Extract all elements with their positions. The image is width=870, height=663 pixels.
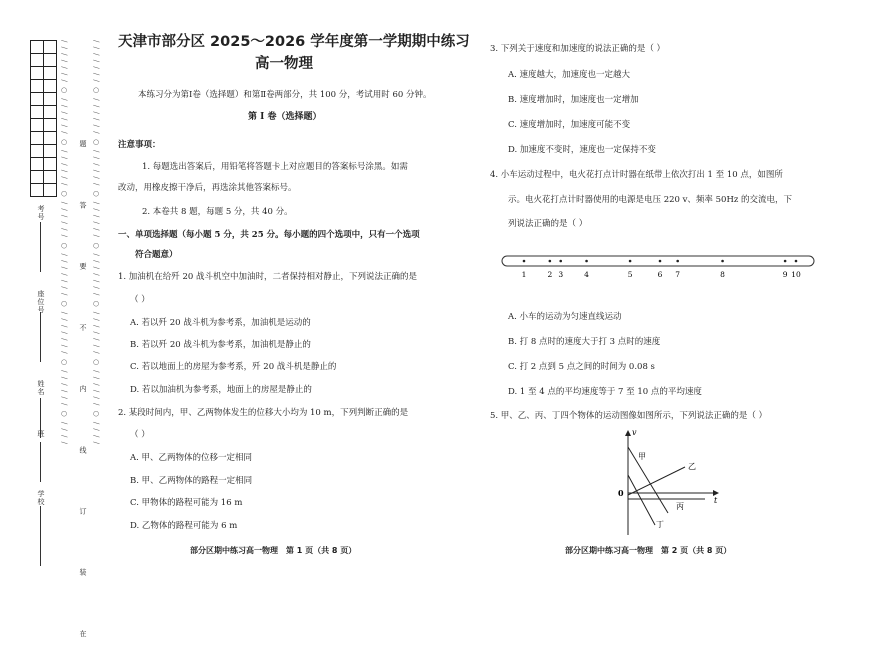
tape-dot-10 — [795, 260, 798, 263]
binding-line-inner: / / / / / / / ○ / / / / / / ○ / / / / / / ○ / / / / / / ○ / / / / / / / ○ / / / / / / / ○ / / / / / / ○ / / / / — [92, 40, 100, 445]
tape-dot-5 — [629, 260, 632, 263]
tape-label-5: 5 — [627, 270, 633, 279]
q1-blank: （ ） — [130, 295, 150, 305]
q4-option-b: B. 打 8 点时的速度大于打 3 点时的速度 — [508, 337, 661, 347]
part-1-heading-line-2: 符合题意） — [135, 250, 178, 260]
exam-number-grid — [30, 40, 57, 197]
tape-dot-9 — [784, 260, 787, 263]
tape-dot-7 — [676, 260, 679, 263]
label-yi: 乙 — [688, 462, 696, 471]
q3-option-a: A. 速度越大，加速度也一定越大 — [508, 70, 631, 80]
tape-dot-6 — [659, 260, 662, 263]
tape-label-1: 1 — [521, 270, 527, 279]
field-exam-no-line — [40, 222, 41, 272]
field-seat-no: 座位号 — [37, 290, 45, 314]
v-axis-label: v — [632, 428, 637, 437]
q1-option-c: C. 若以地面上的房屋为参考系，歼 20 战斗机是静止的 — [130, 362, 337, 372]
field-name: 姓名 — [37, 380, 45, 396]
tape-label-3: 3 — [558, 270, 564, 279]
q4-option-a: A. 小车的运动为匀速直线运动 — [508, 312, 622, 322]
q4-option-c: C. 打 2 点到 5 点之间的时间为 0.08 s — [508, 362, 655, 372]
q4-line-3: 列说法正确的是（ ） — [508, 219, 588, 229]
q1-option-a: A. 若以歼 20 战斗机为参考系，加油机是运动的 — [130, 318, 311, 328]
q1-option-b: B. 若以歼 20 战斗机为参考系，加油机是静止的 — [130, 340, 311, 350]
intro-text: 本练习分为第Ⅰ卷（选择题）和第Ⅱ卷两部分，共 100 分，考试用时 60 分钟。 — [138, 90, 432, 100]
field-class-line — [40, 442, 41, 482]
label-bing: 丙 — [676, 502, 684, 511]
field-seat-no-line — [40, 312, 41, 362]
label-jia: 甲 — [638, 452, 646, 461]
note-2: 2. 本卷共 8 题，每题 5 分，共 40 分。 — [142, 207, 293, 217]
tape-dot-2 — [549, 260, 552, 263]
label-ding: 丁 — [656, 520, 664, 529]
q1-stem: 1. 加油机在给歼 20 战斗机空中加油时，二者保持相对静止，下列说法正确的是 — [118, 272, 418, 282]
binding-margin — [0, 0, 100, 663]
part-1-heading-line-1: 一、单项选择题（每小题 5 分，共 25 分。每小题的四个选项中，只有一个选项 — [118, 230, 420, 240]
q2-blank: （ ） — [130, 430, 150, 440]
page-subtitle: 高一物理 — [255, 56, 313, 72]
page-2-footer: 部分区期中练习高一物理 第 2 页（共 8 页） — [565, 546, 732, 555]
q3-option-b: B. 速度增加时，加速度也一定增加 — [508, 95, 639, 105]
tape-label-6: 6 — [657, 270, 663, 279]
q4-option-d: D. 1 至 4 点的平均速度等于 7 至 10 点的平均速度 — [508, 387, 702, 397]
tape-label-2: 2 — [547, 270, 553, 279]
section-title: 第 Ⅰ 卷（选择题） — [248, 112, 322, 122]
q2-option-d: D. 乙物体的路程可能为 6 m — [130, 521, 238, 531]
q2-option-b: B. 甲、乙两物体的路程一定相同 — [130, 476, 253, 486]
q5-stem: 5. 甲、乙、丙、丁四个物体的运动图像如图所示，下列说法正确的是（ ） — [490, 411, 768, 421]
tape-label-9: 9 — [782, 270, 788, 279]
page-title: 天津市部分区 2025～2026 学年度第一学期期中练习 — [118, 34, 470, 50]
binding-middle-text: 题 答 要 不 内 线 订 装 在 — [79, 140, 87, 663]
origin-label: 0 — [618, 488, 624, 498]
tape-dot-4 — [585, 260, 588, 263]
note-1-line-2: 改动，用橡皮擦干净后，再选涂其他答案标号。 — [118, 183, 297, 193]
q2-option-c: C. 甲物体的路程可能为 16 m — [130, 498, 243, 508]
tape-label-7: 7 — [675, 270, 681, 279]
tape-dot-3 — [559, 260, 562, 263]
q2-option-a: A. 甲、乙两物体的位移一定相同 — [130, 453, 253, 463]
q1-option-d: D. 若以加油机为参考系，地面上的房屋是静止的 — [130, 385, 312, 395]
q3-option-d: D. 加速度不变时，速度也一定保持不变 — [508, 145, 656, 155]
tape-label-4: 4 — [584, 270, 589, 279]
field-class: 班 — [37, 430, 45, 438]
q2-stem: 2. 某段时间内，甲、乙两物体发生的位移大小均为 10 m，下列判断正确的是 — [118, 408, 409, 418]
q4-line-1: 4. 小车运动过程中，电火花打点计时器在纸带上依次打出 1 至 10 点，如图所 — [490, 170, 783, 180]
field-school: 学校 — [37, 490, 45, 506]
tape-dot-1 — [523, 260, 526, 263]
tape-dot-8 — [721, 260, 724, 263]
note-1-line-1: 1. 每题选出答案后，用铅笔将答题卡上对应题目的答案标号涂黑。如需 — [142, 162, 408, 172]
tape-label-10: 10 — [791, 270, 801, 279]
binding-line-outer: / / / / / / / ○ / / / / / / ○ / / / / / / ○ / / / / / / ○ / / / / / / / ○ / / / / / / / ○ / / / / / / ○ / / / / — [60, 40, 68, 445]
line-ding — [628, 475, 655, 525]
q4-line-2: 示。电火花打点计时器使用的电源是电压 220 v、频率 50Hz 的交流电，下 — [508, 195, 793, 205]
q3-option-c: C. 速度增加时，加速度可能不变 — [508, 120, 631, 130]
motion-graph — [610, 425, 730, 540]
q3-stem: 3. 下列关于速度和加速度的说法正确的是（ ） — [490, 44, 666, 54]
t-axis-label: t — [714, 496, 718, 505]
notes-title: 注意事项： — [118, 140, 161, 150]
page-1-footer: 部分区期中练习高一物理 第 1 页（共 8 页） — [190, 546, 357, 555]
line-jia — [628, 447, 668, 513]
paper-tape-figure — [500, 248, 820, 280]
field-school-line — [40, 506, 41, 566]
tape-label-8: 8 — [720, 270, 725, 279]
field-exam-no: 考号 — [37, 205, 45, 221]
